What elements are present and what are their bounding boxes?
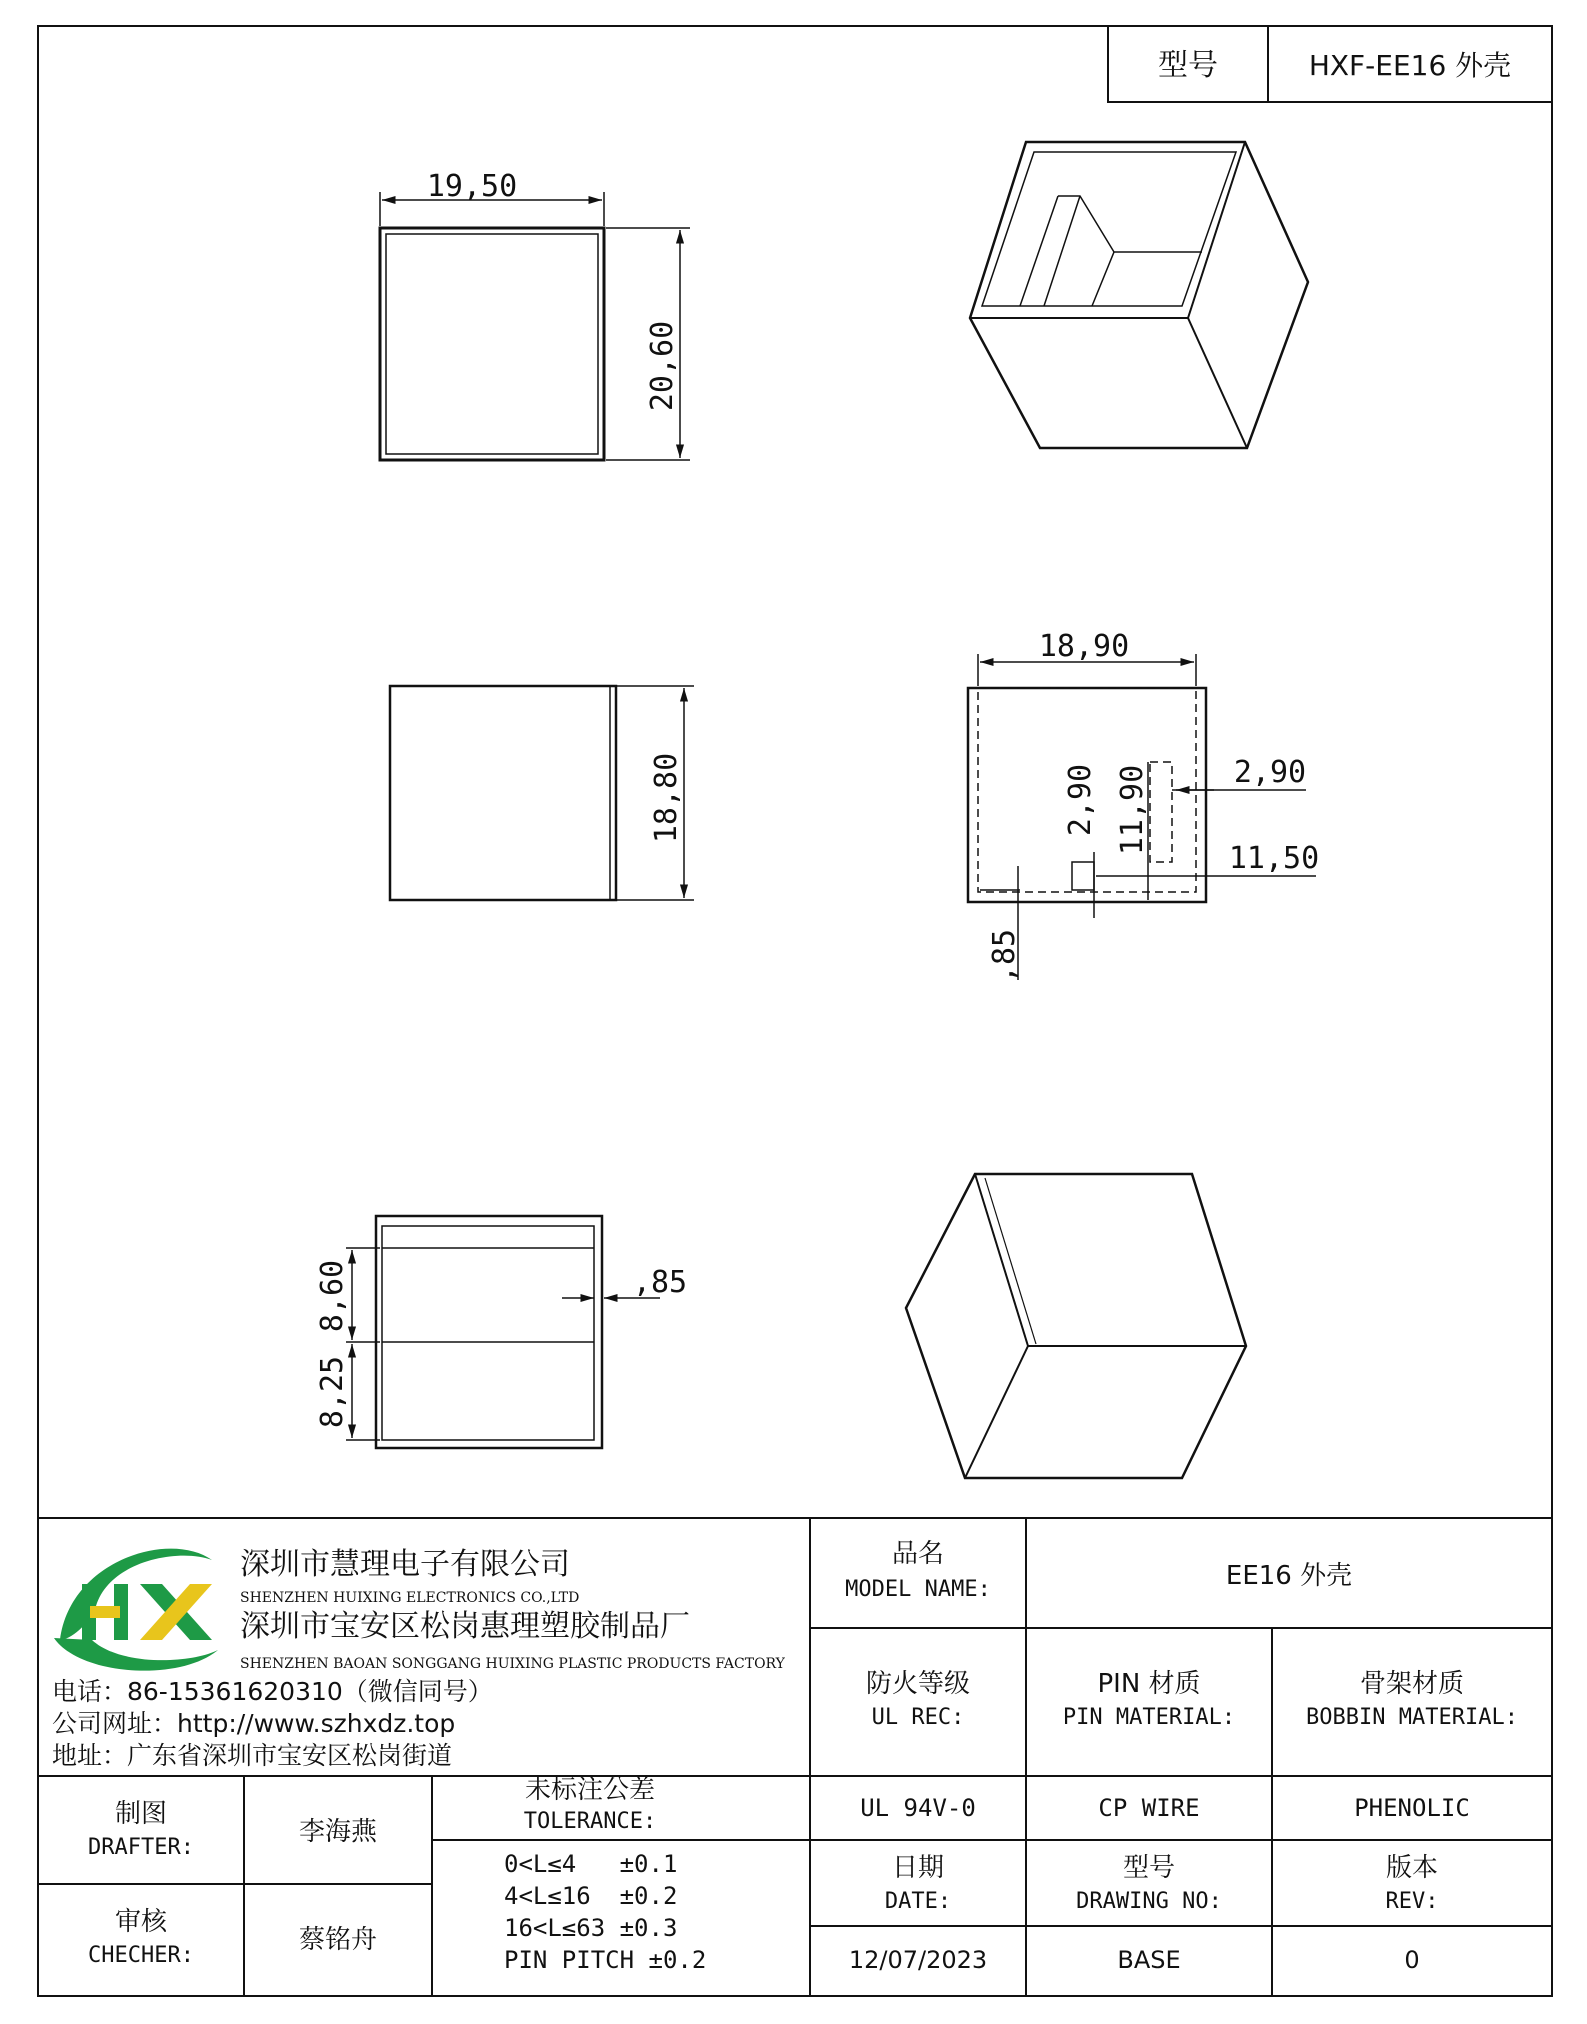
pin-label-en: PIN MATERIAL: [1062, 1705, 1236, 1730]
model-name-label-cn: 品名 [891, 1539, 945, 1569]
bottom-view [315, 1216, 687, 1448]
drafter-label-en: DRAFTER: [88, 1835, 194, 1860]
dim-side-height: 18,80 [649, 752, 684, 844]
front-view [968, 629, 1319, 983]
model-header-value: HXF-EE16 外壳 [1308, 49, 1512, 82]
ul-label-en: UL REC: [871, 1705, 965, 1730]
drafter-label-cn: 制图 [114, 1799, 168, 1829]
company-website: 公司网址：http://www.szhxdz.top [52, 1709, 456, 1738]
dim-bottom-wall: ,85 [632, 1265, 688, 1300]
dim-front-width: 18,90 [1038, 629, 1130, 664]
checker-label-en: CHECHER: [88, 1943, 194, 1968]
bobbin-value: PHENOLIC [1354, 1794, 1470, 1822]
tolerance-row: 0<L≤4 ±0.1 [504, 1850, 678, 1878]
rev-label-en: REV: [1385, 1889, 1439, 1914]
ul-label-cn: 防火等级 [865, 1669, 971, 1699]
rev-value: 0 [1404, 1946, 1420, 1974]
model-header-box [1108, 26, 1552, 102]
company-logo [54, 1549, 218, 1671]
dim-top-height: 20,60 [645, 320, 680, 412]
model-name-label-en: MODEL NAME: [845, 1577, 991, 1602]
tolerance-label-cn: 未标注公差 [524, 1775, 656, 1805]
drafter-value: 李海燕 [298, 1817, 378, 1847]
model-name-value: EE16 外壳 [1225, 1561, 1353, 1591]
factory-name-en: SHENZHEN BAOAN SONGGANG HUIXING PLASTIC PRODUCTS FACTORY [240, 1656, 785, 1672]
bobbin-label-en: BOBBIN MATERIAL: [1306, 1705, 1518, 1730]
date-label-cn: 日期 [891, 1853, 945, 1883]
tolerance-row: PIN PITCH ±0.2 [504, 1946, 707, 1974]
rev-label-cn: 版本 [1385, 1853, 1439, 1883]
factory-name-cn: 深圳市宝安区松岗惠理塑胶制品厂 [240, 1609, 690, 1644]
checker-label-cn: 审核 [114, 1907, 168, 1937]
dim-slot-offset: 11,50 [1228, 841, 1320, 876]
drawing-label-cn: 型号 [1122, 1853, 1176, 1883]
model-header-label: 型号 [1158, 48, 1218, 83]
company-name-cn: 深圳市慧理电子有限公司 [240, 1547, 570, 1582]
ul-value: UL 94V-0 [860, 1794, 976, 1822]
dim-bottom-upper: 8,60 [315, 1259, 350, 1333]
tolerance-label-en: TOLERANCE: [523, 1809, 657, 1834]
company-name-en: SHENZHEN HUIXING ELECTRONICS CO.,LTD [240, 1590, 580, 1606]
dim-slot-width: 2,90 [1233, 755, 1307, 790]
dim-wall-bottom: ,85 [987, 928, 1022, 984]
tolerance-row: 4<L≤16 ±0.2 [504, 1882, 678, 1910]
pin-value: CP WIRE [1098, 1794, 1200, 1822]
dim-bottom-lower: 8,25 [315, 1355, 350, 1429]
company-address: 地址：广东省深圳市宝安区松岗街道 [52, 1741, 453, 1770]
drawing-label-en: DRAWING NO: [1076, 1889, 1222, 1914]
bobbin-label-cn: 骨架材质 [1359, 1669, 1465, 1699]
checker-value: 蔡铭舟 [298, 1925, 378, 1955]
iso-view-closed [906, 1174, 1246, 1478]
side-view [390, 686, 694, 900]
dim-slot-height-a: 2,90 [1063, 763, 1098, 837]
top-view [380, 169, 690, 460]
company-phone: 电话：86-15361620310（微信同号） [52, 1677, 493, 1706]
date-value: 12/07/2023 [848, 1946, 988, 1974]
tolerance-row: 16<L≤63 ±0.3 [504, 1914, 678, 1942]
dim-top-width: 19,50 [426, 169, 518, 204]
dim-slot-height-b: 11,90 [1115, 764, 1150, 856]
iso-view-open [970, 142, 1308, 448]
date-label-en: DATE: [884, 1889, 952, 1914]
pin-label-cn: PIN 材质 [1097, 1669, 1201, 1699]
drawing-value: BASE [1117, 1946, 1181, 1974]
